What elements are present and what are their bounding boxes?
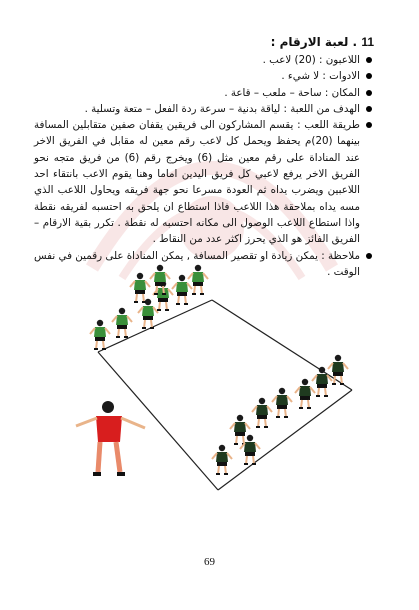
section-number: 11 — [361, 35, 374, 49]
player-figure — [295, 379, 315, 409]
player-figure — [130, 273, 150, 303]
list-item: ملاحظة : يمكن زيادة او تقصير المسافة , يمكن المناداة على رقمين في نفس الوقت . — [34, 248, 374, 281]
player-figure — [138, 299, 158, 329]
list-item: طريقة اللعب : يقسم المشاركون الى فريقين يقفان صفين متقابلين المسافة بينهما (20)م يحفظ ويحمل كل لاعب رقم معين له مقابل في الفريق الاخر عند المناداة على رقم معين مثل (6) ويخرج رقم (6) من فريق متجه نحو الفريق الاخر يرفع لاعبي كل فريق اليدين اماما وهنا يقوم الاعب بانتقاء احد اللاعبين ويضرب يداه ثم العودة مسرعا نحو جهة فريقه ويحاول اللاعب الذي مسه يداه بملاحقة هذا اللاعب فاذا استطاع ان يلحق به احتسبه لفريقه نقطة واذا استطاع اللاعب الوصول الى مكانه احتسبه له نقطة . تكرر بقية الارقام – الفريق الفائز هو الذي يحرز اكثر عدد من النقاط . — [34, 117, 374, 247]
section-title-text: . لعبة الارقام : — [270, 35, 358, 49]
list-item: الادوات : لا شيء . — [34, 68, 374, 84]
team-a — [90, 265, 208, 350]
list-item: المكان : ساحة – ملعب – قاعة . — [34, 85, 374, 101]
team-b — [212, 355, 348, 475]
player-figure — [272, 388, 292, 418]
page-number: 69 — [204, 556, 215, 568]
list-item: اللاعبون : (20) لاعب . — [34, 52, 374, 68]
player-figure — [252, 398, 272, 428]
caller-figure — [76, 401, 145, 476]
list-item: الهدف من اللعبة : لياقة بدنية – سرعة ردة الفعل – متعة وتسلية . — [34, 101, 374, 117]
player-figure — [90, 320, 110, 350]
player-figure — [188, 265, 208, 295]
player-figure — [212, 445, 232, 475]
player-figure — [230, 415, 250, 445]
player-figure — [112, 308, 132, 338]
